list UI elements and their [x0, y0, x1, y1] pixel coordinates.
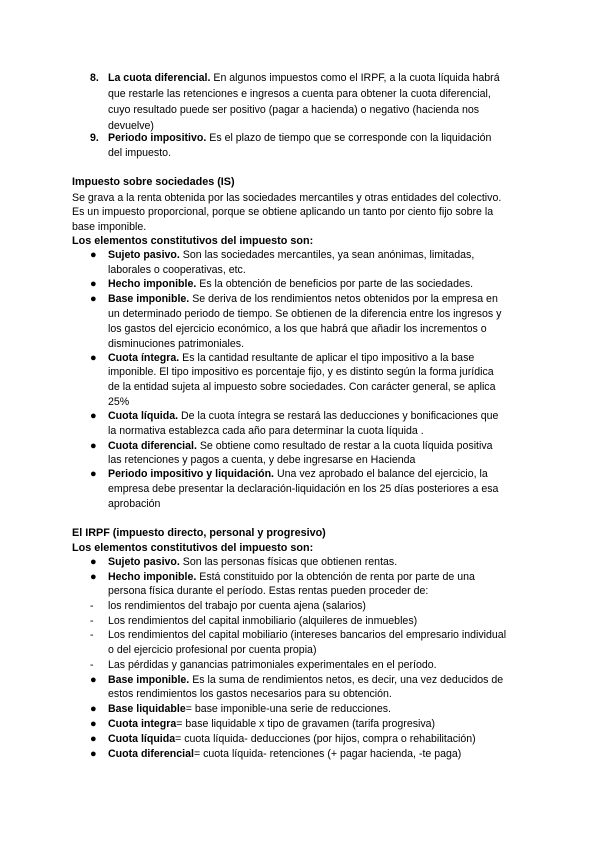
is-intro-line: Se grava a la renta obtenida por las sociedades mercantiles y otras entidades del colectivo.: [72, 192, 502, 204]
item-text: Es la obtención de beneficios por parte de las sociedades.: [199, 278, 474, 290]
item-title: Periodo impositivo.: [108, 132, 207, 144]
bullet-icon: ●: [90, 468, 97, 480]
irpf-item-cuota-integra: [108, 718, 435, 731]
is-item-hecho: [108, 278, 473, 291]
bullet-icon: ●: [90, 249, 97, 261]
item-title: Base imponible.: [108, 293, 190, 305]
item-text: estos rendimientos los gastos necesarios para su obtención.: [108, 688, 392, 700]
item-text: = base imponible-una serie de reducciones.: [185, 703, 391, 715]
bullet-icon: ●: [90, 571, 97, 583]
item-text: del impuesto.: [108, 147, 172, 159]
item-text: Es la cantidad resultante de aplicar el tipo impositivo a la base: [182, 352, 475, 364]
item-title: Base imponible.: [108, 674, 190, 686]
item-title: Sujeto pasivo.: [108, 556, 180, 568]
item-text: un determinado periodo de tiempo. Se obtienen de la diferencia entre los ingresos y: [108, 308, 502, 320]
item-first-line: [108, 72, 500, 85]
item-text: las retenciones y pagos a cuenta, y debe ingresarse en Hacienda: [108, 454, 416, 466]
item-title: Cuota diferencial.: [108, 440, 197, 452]
irpf-item-hecho: [108, 571, 475, 584]
dash-item: o del ejercicio profesional por cuenta propia): [108, 644, 317, 656]
dash-item: Las pérdidas y ganancias patrimoniales experimentales en el período.: [108, 659, 437, 671]
bullet-icon: ●: [90, 440, 97, 452]
item-text: Es el plazo de tiempo que se corresponde con la liquidación: [209, 132, 492, 144]
item-text: Una vez aprobado el balance del ejercicio, la: [276, 468, 488, 480]
dash-marker: -: [90, 629, 94, 641]
irpf-item-cuota-liquida: [108, 733, 476, 746]
item-text: Son las sociedades mercantiles, ya sean anónimas, limitadas,: [182, 249, 475, 261]
item-text: disminuciones patrimoniales.: [108, 338, 245, 350]
item-text: los gastos del ejercicio económico, a los que habrá que añadir los incrementos o: [108, 323, 487, 335]
item-title: Periodo impositivo y liquidación.: [108, 468, 274, 480]
is-item-cuota-liquida: [108, 410, 498, 423]
item-text: Se deriva de los rendimientos netos obtenidos por la empresa en: [192, 293, 498, 305]
is-intro-line: Es un impuesto proporcional, porque se obtiene aplicando un tanto por ciento fijo sobre la: [72, 206, 494, 218]
dash-marker: -: [90, 600, 94, 612]
item-text: imponible. El tipo impositivo es porcentaje fijo, y es distinto según la forma jurídica: [108, 366, 494, 378]
item-number: 8.: [90, 72, 99, 84]
is-item-periodo: [108, 468, 488, 481]
item-text: = cuota líquida- deducciones (por hijos, compra o rehabilitación): [175, 733, 476, 745]
section-heading-irpf: El IRPF (impuesto directo, personal y progresivo): [72, 527, 326, 539]
bullet-icon: ●: [90, 703, 97, 715]
item-text: En algunos impuestos como el IRPF, a la cuota líquida habrá: [213, 72, 500, 84]
item-title: Sujeto pasivo.: [108, 249, 180, 261]
is-subheading: Los elementos constitutivos del impuesto son:: [72, 235, 314, 247]
item-title: Cuota íntegra.: [108, 352, 180, 364]
dash-marker: -: [90, 659, 94, 671]
item-number: 9.: [90, 132, 99, 144]
item-text: De la cuota íntegra se restará las deducciones y bonificaciones que: [181, 410, 499, 422]
is-item-cuota-integra: [108, 352, 474, 365]
item-title: La cuota diferencial.: [108, 72, 211, 84]
bullet-icon: ●: [90, 293, 97, 305]
item-title: Cuota diferencial: [108, 748, 194, 760]
bullet-icon: ●: [90, 556, 97, 568]
dash-marker: -: [90, 615, 94, 627]
item-text: devuelve): [108, 120, 154, 132]
bullet-icon: ●: [90, 674, 97, 686]
item-text: empresa debe presentar la declaración-liquidación en los 25 días posteriores a esa: [108, 483, 499, 495]
item-text: Es la suma de rendimientos netos, es decir, una vez deducidos de: [192, 674, 504, 686]
irpf-item-sujeto: [108, 556, 397, 569]
item-title: Hecho imponible.: [108, 278, 197, 290]
bullet-icon: ●: [90, 748, 97, 760]
section-heading-is: Impuesto sobre sociedades (IS): [72, 176, 235, 188]
item-text: cuyo resultado puede ser positivo (pagar a hacienda) o negativo (hacienda nos: [108, 104, 480, 116]
irpf-item-base-imponible: [108, 674, 503, 687]
is-item-cuota-diferencial: [108, 440, 493, 453]
item-text: laborales o cooperativas, etc.: [108, 264, 246, 276]
irpf-subheading: Los elementos constitutivos del impuesto son:: [72, 542, 314, 554]
dash-item: Los rendimientos del capital mobiliario (intereses bancarios del empresario individual: [108, 629, 507, 641]
item-title: Cuota líquida: [108, 733, 176, 745]
item-text: = base liquidable x tipo de gravamen (tarifa progresiva): [176, 718, 436, 730]
bullet-icon: ●: [90, 718, 97, 730]
item-text: aprobación: [108, 498, 161, 510]
item-text: = cuota líquida- retenciones (+ pagar hacienda, -te paga): [193, 748, 462, 760]
bullet-icon: ●: [90, 410, 97, 422]
item-text: de la entidad sujeta al impuesto sobre sociedades. Con carácter general, se aplica: [108, 381, 496, 393]
item-title: Cuota líquida.: [108, 410, 179, 422]
item-first-line: [108, 132, 491, 145]
bullet-icon: ●: [90, 733, 97, 745]
item-text: 25%: [108, 396, 130, 408]
item-text: la normativa establezca cada año para determinar la cuota líquida .: [108, 425, 424, 437]
item-text: Se obtiene como resultado de restar a la cuota líquida positiva: [199, 440, 493, 452]
item-text: Son las personas físicas que obtienen rentas.: [182, 556, 398, 568]
irpf-item-base-liquidable: [108, 703, 391, 716]
is-intro-line: base imponible.: [72, 221, 147, 233]
is-item-sujeto: [108, 249, 474, 262]
item-text: persona física durante el período. Estas rentas pueden proceder de:: [108, 585, 429, 597]
dash-item: Los rendimientos del capital inmobiliario (alquileres de inmuebles): [108, 615, 418, 627]
item-text: que restarle las retenciones e ingresos a cuenta para obtener la cuota diferencial,: [108, 88, 491, 100]
bullet-icon: ●: [90, 352, 97, 364]
item-title: Hecho imponible.: [108, 571, 197, 583]
irpf-item-cuota-diferencial: [108, 748, 461, 761]
item-title: Cuota integra: [108, 718, 177, 730]
dash-item: los rendimientos del trabajo por cuenta ajena (salarios): [108, 600, 366, 612]
item-text: Está constituido por la obtención de renta por parte de una: [199, 571, 475, 583]
item-title: Base liquidable: [108, 703, 186, 715]
bullet-icon: ●: [90, 278, 97, 290]
is-item-base: [108, 293, 498, 306]
